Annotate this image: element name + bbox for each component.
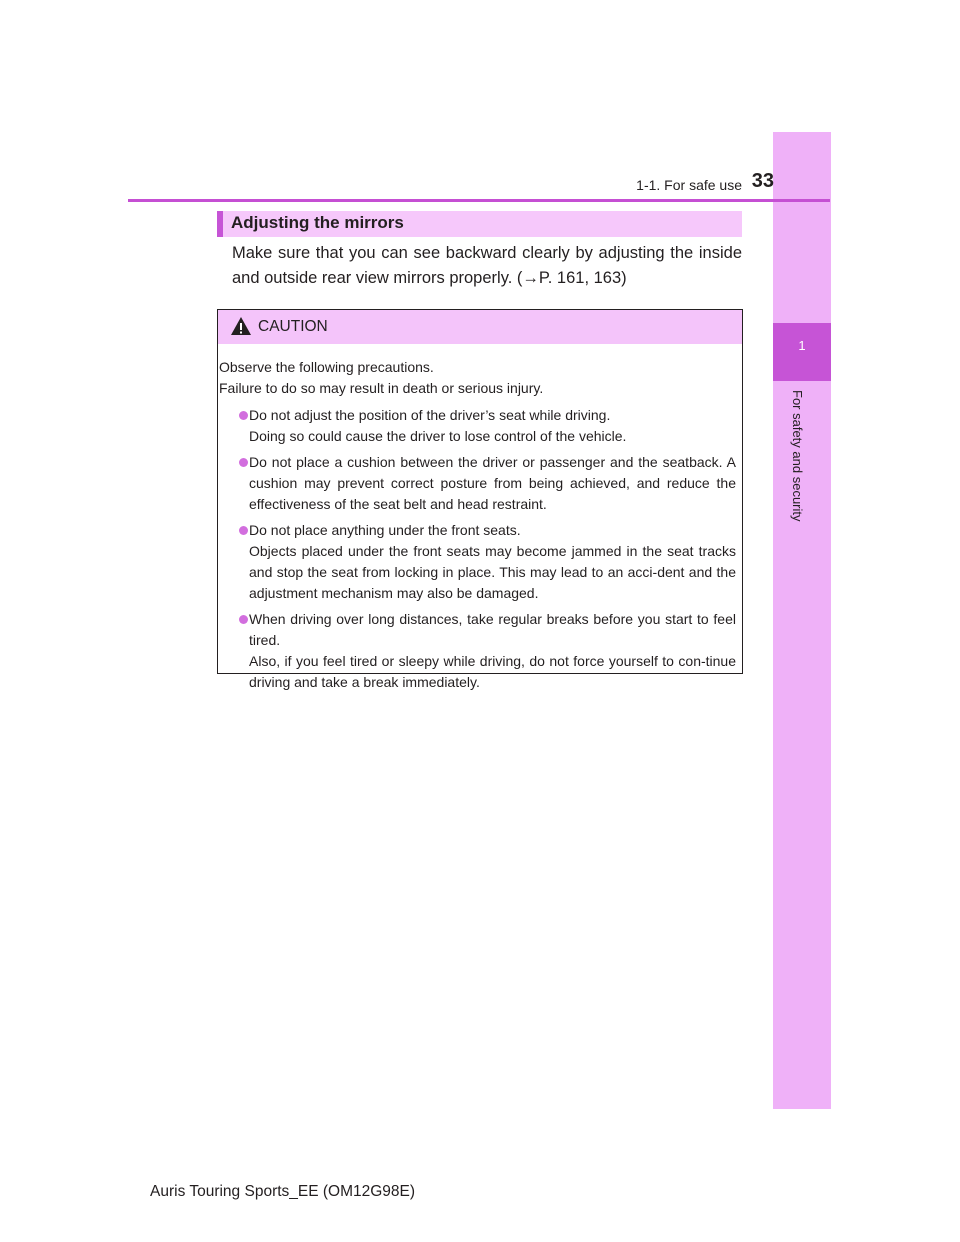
caution-item-rest: Also, if you feel tired or sleepy while driving, do not force yourself to con-tinue driving and take a break immediately. <box>249 653 736 690</box>
bullet-dot-icon <box>239 411 248 420</box>
chapter-title: For safety and security <box>790 390 805 522</box>
caution-lead-line: Failure to do so may result in death or serious injury. <box>219 380 544 396</box>
header-divider <box>128 199 830 202</box>
caution-item-rest: Doing so could cause the driver to lose control of the vehicle. <box>249 428 627 444</box>
page-number: 33 <box>751 170 774 192</box>
caution-title: CAUTION <box>258 318 328 335</box>
caution-item-first: When driving over long distances, take regular breaks before you start to feel tired. <box>249 611 736 648</box>
caution-item-first: Do not adjust the position of the driver’s seat while driving. <box>249 407 611 423</box>
bullet-dot-icon <box>239 526 248 535</box>
caution-item <box>219 452 742 515</box>
section-heading: Adjusting the mirrors <box>231 213 404 232</box>
caution-header <box>218 310 742 344</box>
chapter-side-tab <box>773 132 831 1109</box>
footer-model-code: Auris Touring Sports_EE (OM12G98E) <box>150 1183 416 1200</box>
bullet-dot-icon <box>239 458 248 467</box>
intro-paragraph: Make sure that you can see backward clearly by adjusting the inside and outside rear view mirrors properly. (→P. 161, 163) <box>232 244 742 287</box>
caution-item-rest: Objects placed under the front seats may become jammed in the seat tracks and stop the seat from locking in place. This may lead to an acci-dent and the adjustment mechanism may also be damaged. <box>249 543 736 601</box>
warning-icon <box>230 316 252 336</box>
caution-box <box>217 309 743 690</box>
section-heading-accent <box>217 211 223 237</box>
caution-item-first: Do not place anything under the front seats. <box>249 522 521 538</box>
caution-item <box>219 520 742 604</box>
caution-item <box>219 609 742 693</box>
chapter-number: 1 <box>798 338 806 353</box>
caution-item-first: Do not place a cushion between the driver or passenger and the seatback. A cushion may prevent correct posture from being achieved, and reduce the effectiveness of the seat belt and head restraint. <box>249 454 736 512</box>
caution-body <box>218 344 742 693</box>
bullet-dot-icon <box>239 615 248 624</box>
section-label: 1-1. For safe use <box>636 177 742 193</box>
caution-item <box>219 405 742 447</box>
caution-list <box>219 405 742 693</box>
caution-lead-line: Observe the following precautions. <box>219 359 434 375</box>
